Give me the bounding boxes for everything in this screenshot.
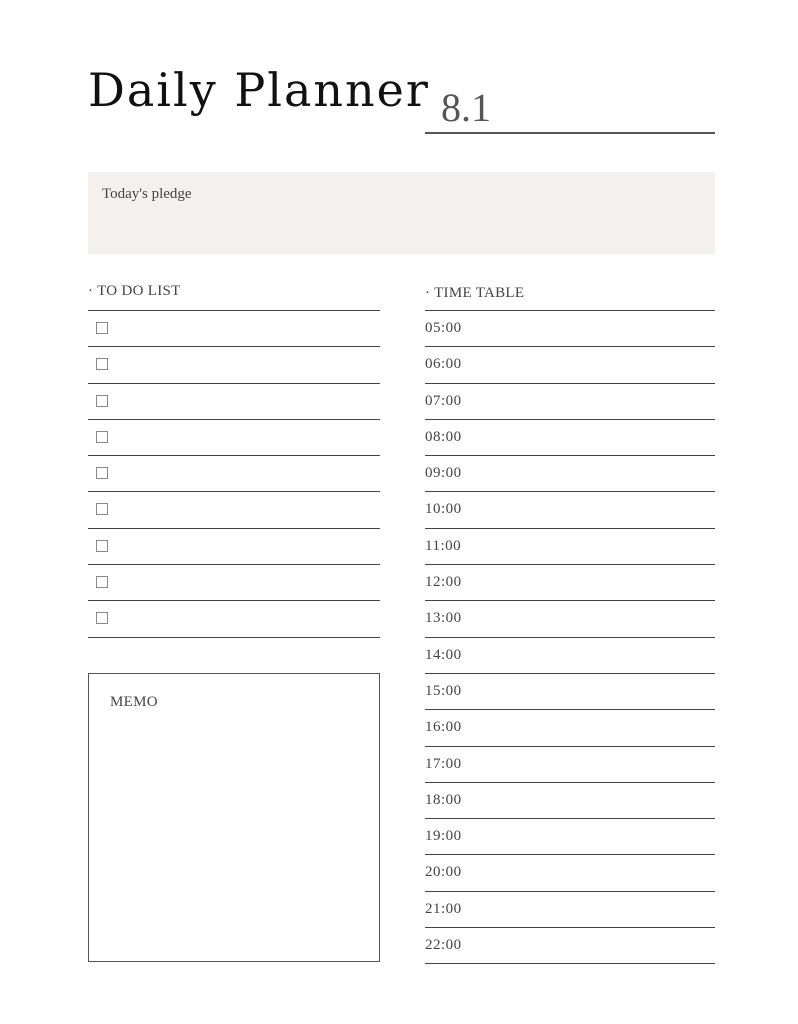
time-label: 12:00 [425,574,462,591]
todo-item [88,384,380,420]
pledge-label: Today's pledge [102,186,192,202]
checkbox-icon[interactable] [96,395,108,407]
time-row [425,529,715,565]
todo-list [88,310,380,638]
checkbox-icon[interactable] [96,467,108,479]
time-label: 15:00 [425,682,462,699]
timetable-title: · TIME TABLE [425,285,525,301]
time-label: 08:00 [425,428,462,445]
todo-item [88,565,380,601]
todo-item [88,456,380,492]
time-row [425,819,715,855]
time-label: 17:00 [425,755,462,772]
time-row [425,855,715,891]
checkbox-icon[interactable] [96,540,108,552]
time-label: 10:00 [425,501,462,518]
timetable-list [425,310,715,964]
todo-item [88,311,380,347]
time-label: 11:00 [425,537,462,554]
time-row [425,492,715,528]
time-row [425,420,715,456]
todo-list-title: · TO DO LIST [88,283,181,299]
memo-box [88,673,380,962]
todo-item [88,529,380,565]
time-label: 22:00 [425,937,462,954]
time-row [425,747,715,783]
checkbox-icon[interactable] [96,503,108,515]
date-field [425,82,715,134]
page-title: Daily Planner [88,63,430,117]
time-row [425,674,715,710]
memo-label: MEMO [110,694,158,710]
time-label: 14:00 [425,646,462,663]
time-row [425,601,715,637]
time-row [425,565,715,601]
time-row [425,783,715,819]
checkbox-icon[interactable] [96,612,108,624]
checkbox-icon[interactable] [96,322,108,334]
time-label: 09:00 [425,465,462,482]
time-row [425,311,715,347]
time-row [425,384,715,420]
time-label: 19:00 [425,828,462,845]
checkbox-icon[interactable] [96,431,108,443]
time-row [425,456,715,492]
time-label: 20:00 [425,864,462,881]
time-row [425,638,715,674]
time-row [425,892,715,928]
time-row [425,928,715,964]
time-label: 13:00 [425,610,462,627]
checkbox-icon[interactable] [96,358,108,370]
time-label: 21:00 [425,900,462,917]
todo-item [88,492,380,528]
time-label: 05:00 [425,320,462,336]
pledge-box [88,172,715,254]
time-row [425,710,715,746]
time-label: 06:00 [425,356,462,373]
date-value: 8.1 [441,85,491,130]
time-label: 18:00 [425,791,462,808]
time-label: 16:00 [425,719,462,736]
todo-item [88,420,380,456]
time-row [425,347,715,383]
todo-item [88,601,380,637]
time-label: 07:00 [425,392,462,409]
checkbox-icon[interactable] [96,576,108,588]
todo-item [88,347,380,383]
